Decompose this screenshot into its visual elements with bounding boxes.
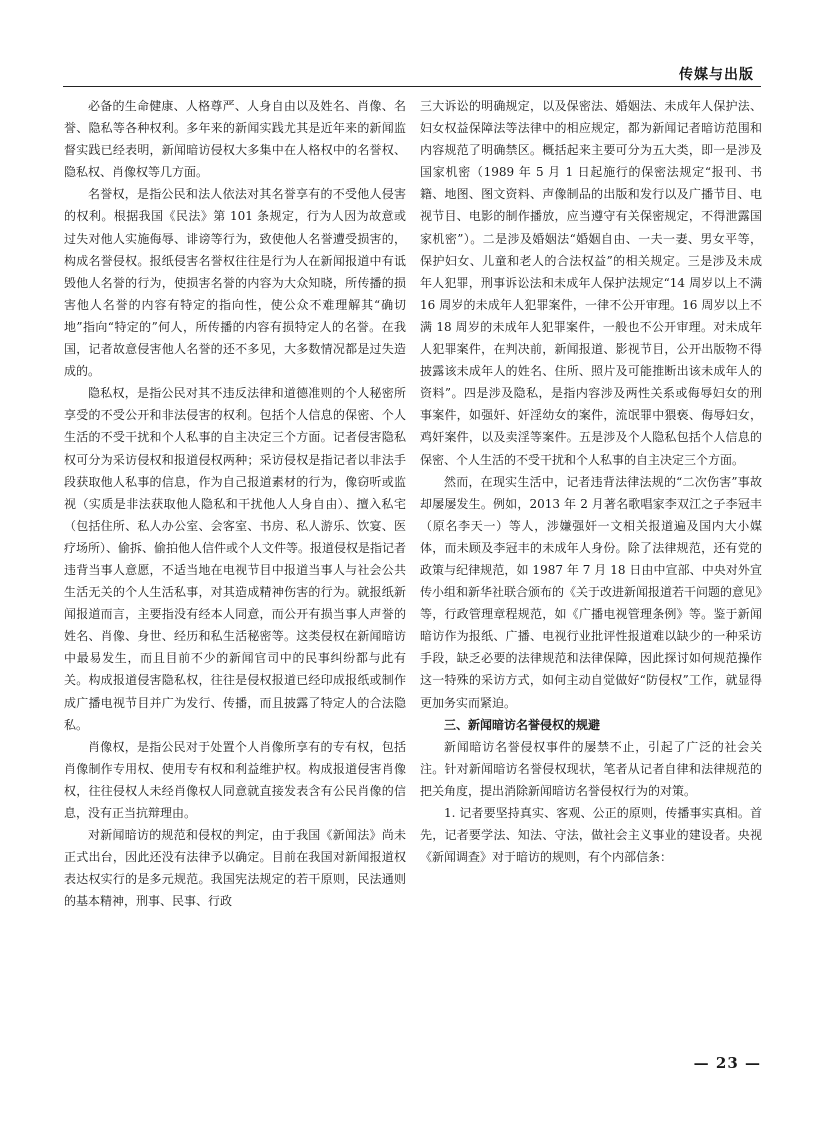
body-paragraph: 必备的生命健康、人格尊严、人身自由以及姓名、肖像、名誉、隐私等各种权利。多年来的新闻实践尤其是近年来的新闻监督实践已经表明，新闻暗访侵权大多集中在人格权中的名誉权、隐私权、肖像权等几方面。 <box>64 99 406 180</box>
body-paragraph: 新闻暗访名誉侵权事件的屡禁不止，引起了广泛的社会关注。针对新闻暗访名誉侵权现状，笔者从记者自律和法律规范的把关角度，提出消除新闻暗访名誉侵权行为的对策。 <box>420 739 762 798</box>
body-paragraph: 1. 记者要坚持真实、客观、公正的原则，传播事实真相。首先，记者要学法、知法、守法，做社会主义事业的建设者。央视《新闻调查》对于暗访的规则，有个内部信条： <box>420 806 762 865</box>
page-number: — 23 — <box>693 1054 761 1072</box>
right-column <box>420 95 762 868</box>
body-paragraph: 然而，在现实生活中，记者违背法律法规的“二次伤害”事故却屡屡发生。例如，2013 年 2 月著名歌唱家李双江之子李冠丰（原名李天一）等人，涉嫌强奸一文相关报道遍及国内大小媒体，而未顾及李冠丰的未成年人身份。除了法律规范，还有党的政策与纪律规范，如 1987 年 7 月 18 日由中宣部、中央对外宣传小组和新华社联合颁布的《关于改进新闻报道若干问题的意见》等，行政管理章程规范，如《广播电视管理条例》等。鉴于新闻暗访作为报纸、广播、电视行业批评性报道难以缺少的一种采访手段，缺乏必要的法律规范和法律保障，因此探讨如何规范操作这一特殊的采访方式，如何主动自觉做好“防侵权”工作，就显得更加务实而紧迫。 <box>420 474 763 710</box>
body-paragraph: 隐私权，是指公民对其不违反法律和道德准则的个人秘密所享受的不受公开和非法侵害的权利。包括个人信息的保密、个人生活的不受干扰和个人私事的自主决定三个方面。记者侵害隐私权可分为采访侵权和报道侵权两种；采访侵权是指记者以非法手段获取他人私事的信息，作为自己报道素材的行为，像窃听或监视（实质是非法获取他人隐私和干扰他人人身自由）、擅入私宅（包括住所、私人办公室、会客室、书房、私人游乐、饮宴、医疗场所）、偷拆、偷拍他人信件或个人文件等。报道侵权是指记者违背当事人意愿，不适当地在电视节目中报道当事人与社会公共生活无关的个人生活私事，对其造成精神伤害的行为。就报纸新闻报道而言，主要指没有经本人同意，而公开有损当事人声誉的姓名、肖像、身世、经历和私生活秘密等。这类侵权在新闻暗访中最易发生，而且目前不少的新闻官司中的民事纠纷都与此有关。构成报道侵害隐私权，往往是侵权报道已经印成报纸或制作成广播电视节目并广为发行、传播，而且披露了特定人的合法隐私。 <box>64 386 407 732</box>
body-paragraph: 肖像权，是指公民对于处置个人肖像所享有的专有权，包括肖像制作专用权、使用专有权和利益维护权。构成报道侵害肖像权，往往侵权人未经肖像权人同意就直接发表含有公民肖像的信息，没有正当抗辩理由。 <box>64 739 406 820</box>
left-column <box>64 95 406 912</box>
body-paragraph: 对新闻暗访的规范和侵权的判定，由于我国《新闻法》尚未正式出台，因此还没有法律予以确定。目前在我国对新闻报道权表达权实行的是多元规范。我国宪法规定的若干原则，民法通则的基本精神，刑事、民事、行政 <box>64 828 406 909</box>
body-paragraph: 名誉权，是指公民和法人依法对其名誉享有的不受他人侵害的权利。根据我国《民法》第 101 条规定，行为人因为故意或过失对他人实施侮辱、诽谤等行为，致使他人名誉遭受损害的，构成名誉侵权。报纸侵害名誉权往往是行为人在新闻报道中有诋毁他人名誉的行为，使损害名誉的内容为大众知晓，所传播的损害他人名誉的内容有特定的指向性，使公众不难理解其“确切地”指向“特定的”何人，所传播的内容有损特定人的名誉。在我国，记者故意侵害他人名誉的还不多见，大多数情况都是过失造成的。 <box>64 187 406 379</box>
body-paragraph: 三大诉讼的明确规定，以及保密法、婚姻法、未成年人保护法、妇女权益保障法等法律中的相应规定，都为新闻记者暗访范围和内容规范了明确禁区。概括起来主要可分为五大类，即一是涉及国家机密（1989 年 5 月 1 日起施行的保密法规定“报刊、书籍、地图、图文资料、声像制品的出版和发行以及广播节目、电视节目、电影的制作播放，应当遵守有关保密规定，不得泄露国家机密”）。二是涉及婚姻法“婚姻自由、一夫一妻、男女平等，保护妇女、儿童和老人的合法权益”的相关规定。三是涉及未成年人犯罪，刑事诉讼法和未成年人保护法规定“14 周岁以上不满 16 周岁的未成年人犯罪案件，一律不公开审理。16 周岁以上不满 18 周岁的未成年人犯罪案件，一般也不公开审理。对未成年人犯罪案件，在判决前，新闻报道、影视节目，公开出版物不得披露该未成年人的姓名、住所、照片及可能推断出该未成年人的资料”。四是涉及隐私，是指内容涉及两性关系或侮辱妇女的刑事案件，如强奸、奸淫幼女的案件，流氓罪中猥亵、侮辱妇女，鸡奸案件，以及卖淫等案件。五是涉及个人隐私包括个人信息的保密、个人生活的不受干扰和个人私事的自主决定三个方面。 <box>420 99 762 467</box>
header-divider <box>63 86 761 87</box>
section-title: 传媒与出版 <box>679 67 754 83</box>
section-heading: 三、新闻暗访名誉侵权的规避 <box>444 717 601 732</box>
